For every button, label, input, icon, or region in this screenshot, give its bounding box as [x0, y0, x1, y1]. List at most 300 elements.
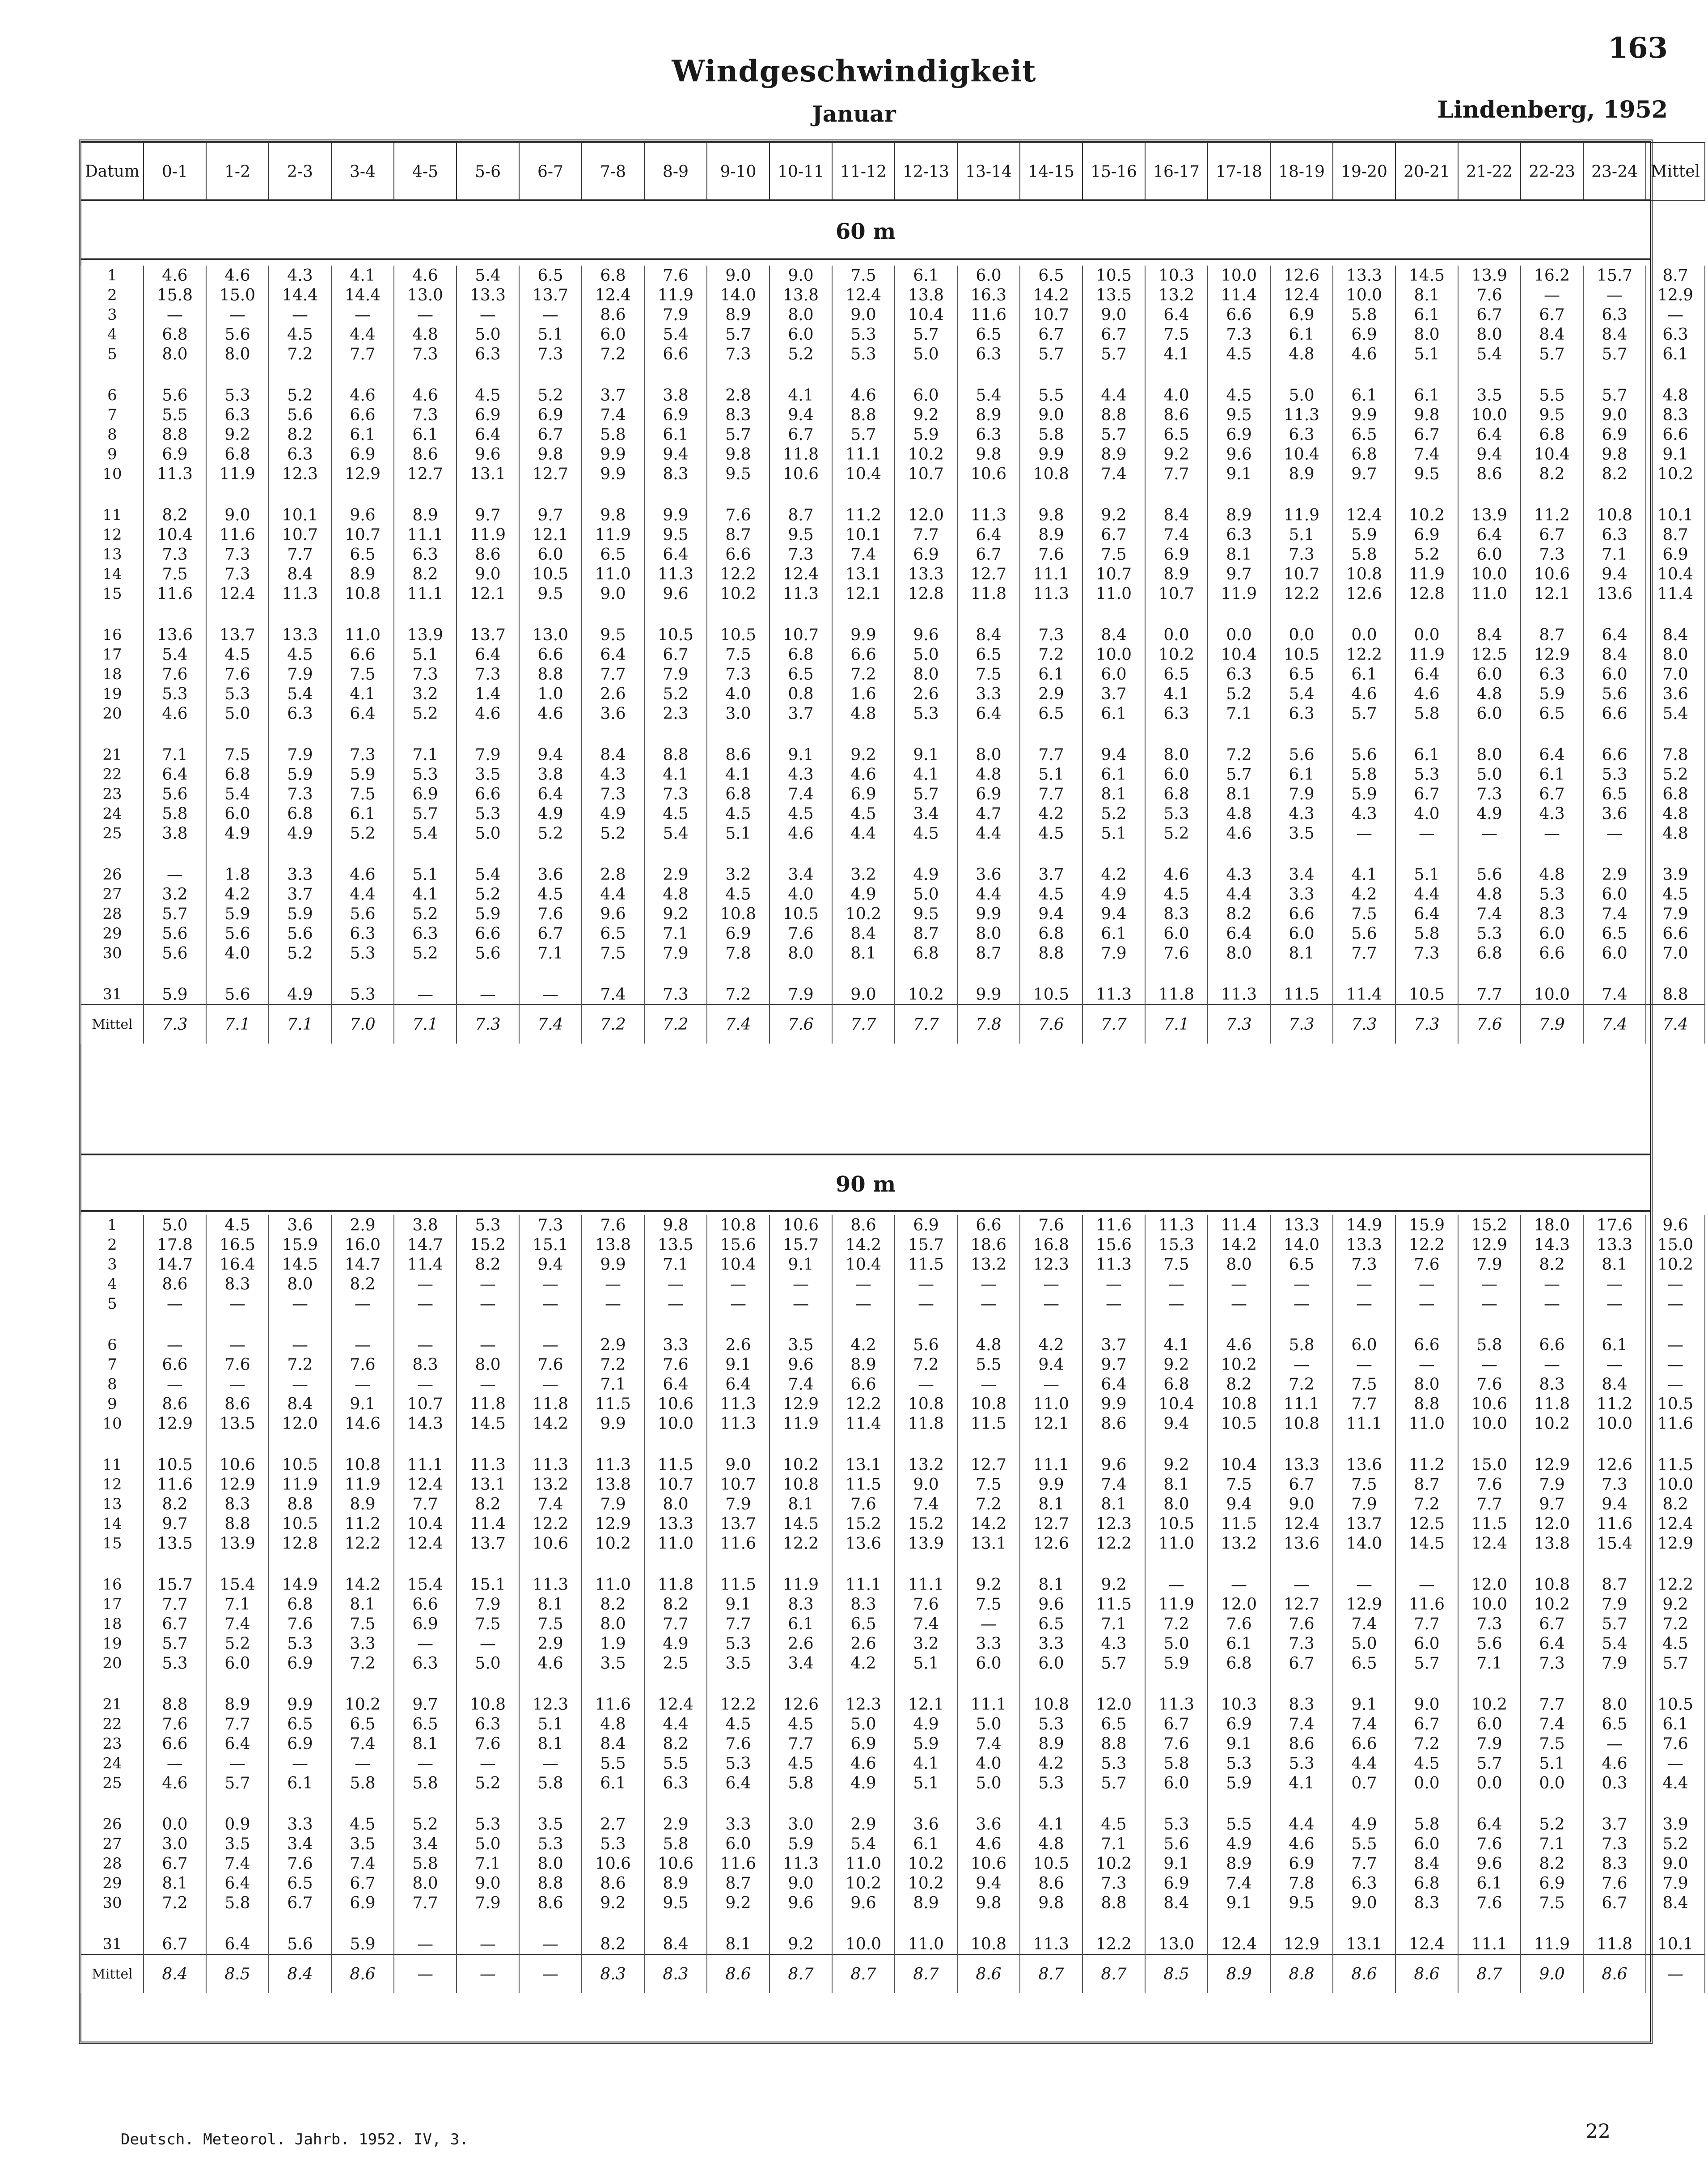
value-cell: 11.3	[1145, 1695, 1208, 1714]
value-cell: —	[457, 1954, 519, 1993]
value-cell: 14.5	[1395, 266, 1458, 285]
value-cell: 9.5	[1208, 405, 1270, 425]
value-cell: 4.0	[206, 943, 269, 963]
spacer-cell	[457, 484, 519, 505]
spacer-cell	[81, 963, 144, 985]
value-cell: 0.9	[206, 1814, 269, 1834]
value-cell: 7.2	[1208, 745, 1270, 765]
row-spacer	[81, 723, 1705, 745]
row-spacer	[81, 484, 1705, 505]
value-cell: 12.3	[269, 464, 331, 484]
value-cell: 7.2	[582, 1005, 644, 1044]
date-cell: 19	[81, 684, 144, 704]
value-cell: 3.7	[1583, 1814, 1646, 1834]
column-header-hour: 18-19	[1270, 143, 1333, 201]
value-cell: 6.5	[1270, 1255, 1333, 1274]
spacer-cell	[1458, 1553, 1521, 1575]
table-90m	[80, 1215, 1705, 1993]
table-row	[81, 1594, 1705, 1614]
value-cell: —	[394, 305, 457, 325]
spacer-cell	[81, 843, 144, 865]
spacer-cell	[707, 1553, 769, 1575]
value-cell: 4.9	[1208, 1834, 1270, 1854]
spacer-cell	[1145, 1793, 1208, 1814]
value-cell: 4.4	[1208, 884, 1270, 904]
value-cell: 6.3	[1208, 525, 1270, 545]
value-cell: 5.0	[895, 884, 957, 904]
value-cell: 9.2	[1145, 1455, 1208, 1475]
value-cell: 13.7	[206, 625, 269, 645]
value-cell: 6.6	[144, 1355, 206, 1374]
value-cell: 5.7	[707, 425, 769, 444]
spacer-cell	[895, 364, 957, 385]
date-cell: 16	[81, 1575, 144, 1594]
spacer-cell	[519, 1553, 582, 1575]
daily-mean-cell: 6.3	[1646, 325, 1705, 344]
date-cell: 23	[81, 1734, 144, 1754]
value-cell: 6.4	[1521, 1634, 1583, 1653]
spacer-cell	[269, 484, 331, 505]
value-cell: 7.4	[769, 1374, 832, 1394]
value-cell: —	[895, 1374, 957, 1394]
spacer-cell	[1521, 1673, 1583, 1695]
spacer-cell	[769, 1673, 832, 1695]
value-cell: 6.4	[582, 645, 644, 664]
spacer-cell	[957, 604, 1020, 625]
value-cell: 6.7	[1458, 305, 1521, 325]
value-cell: 10.7	[1270, 564, 1333, 584]
value-cell: 9.1	[895, 745, 957, 765]
value-cell: 13.8	[769, 285, 832, 305]
spacer-cell	[394, 1793, 457, 1814]
value-cell: 13.0	[1145, 1934, 1208, 1954]
spacer-cell	[1270, 843, 1333, 865]
value-cell: 7.1	[519, 943, 582, 963]
value-cell: 5.6	[206, 985, 269, 1005]
value-cell: 8.3	[832, 1594, 895, 1614]
spacer-cell	[1395, 1433, 1458, 1455]
value-cell: 7.6	[1458, 1374, 1521, 1394]
value-cell: 8.1	[1208, 784, 1270, 804]
value-cell: 4.5	[1145, 884, 1208, 904]
value-cell: 12.9	[144, 1414, 206, 1433]
value-cell: 12.8	[1395, 584, 1458, 604]
spacer-cell	[331, 484, 394, 505]
value-cell: 11.2	[832, 505, 895, 525]
value-cell: 7.3	[1333, 1005, 1395, 1044]
spacer-cell	[707, 604, 769, 625]
value-cell: 5.0	[1458, 765, 1521, 784]
value-cell: 8.3	[707, 405, 769, 425]
value-cell: 8.6	[1270, 1734, 1333, 1754]
value-cell: 7.4	[206, 1854, 269, 1873]
value-cell: 8.9	[206, 1695, 269, 1714]
date-cell: 21	[81, 745, 144, 765]
value-cell: 12.9	[769, 1394, 832, 1414]
value-cell: —	[457, 1274, 519, 1294]
value-cell: 8.3	[1395, 1893, 1458, 1913]
value-cell: 14.7	[144, 1255, 206, 1274]
value-cell: 6.1	[1583, 1335, 1646, 1355]
value-cell: 2.6	[895, 684, 957, 704]
column-header-hour: 19-20	[1333, 143, 1395, 201]
value-cell: 7.9	[457, 745, 519, 765]
value-cell: 6.0	[1020, 1653, 1082, 1673]
value-cell: 10.6	[644, 1854, 707, 1873]
date-cell: 23	[81, 784, 144, 804]
value-cell: —	[144, 305, 206, 325]
spacer-cell	[1270, 1673, 1333, 1695]
spacer-cell	[769, 963, 832, 985]
value-cell: —	[1458, 1294, 1521, 1314]
date-cell: 15	[81, 1534, 144, 1553]
page-number: 163	[1608, 31, 1668, 65]
spacer-cell	[206, 1314, 269, 1335]
value-cell: 7.6	[1395, 1255, 1458, 1274]
value-cell: 5.9	[206, 904, 269, 924]
spacer-cell	[394, 1314, 457, 1335]
spacer-cell	[1020, 1553, 1082, 1575]
value-cell: 6.1	[1270, 325, 1333, 344]
spacer-cell	[1395, 1913, 1458, 1934]
daily-mean-cell: 10.0	[1646, 1475, 1705, 1494]
value-cell: 11.8	[1583, 1934, 1646, 1954]
value-cell: 6.3	[1583, 305, 1646, 325]
value-cell: 8.1	[394, 1734, 457, 1754]
value-cell: 3.2	[707, 865, 769, 884]
spacer-cell	[519, 364, 582, 385]
daily-mean-cell: —	[1646, 1335, 1705, 1355]
value-cell: 11.1	[895, 1575, 957, 1594]
value-cell: 14.2	[331, 1575, 394, 1594]
value-cell: 5.3	[1145, 804, 1208, 824]
spacer-cell	[144, 1673, 206, 1695]
value-cell: 3.0	[769, 1814, 832, 1834]
value-cell: 4.5	[707, 884, 769, 904]
spacer-cell	[769, 843, 832, 865]
spacer-cell	[269, 1314, 331, 1335]
value-cell: 6.1	[1333, 385, 1395, 405]
value-cell: 9.6	[769, 1893, 832, 1913]
value-cell: 0.8	[769, 684, 832, 704]
value-cell: 7.5	[1333, 1475, 1395, 1494]
value-cell: 15.2	[457, 1235, 519, 1255]
value-cell: 13.3	[269, 625, 331, 645]
value-cell: 4.6	[206, 266, 269, 285]
spacer-cell	[1082, 843, 1145, 865]
spacer-cell	[1082, 1314, 1145, 1335]
spacer-cell	[957, 364, 1020, 385]
spacer-cell	[769, 1433, 832, 1455]
value-cell: 4.6	[832, 385, 895, 405]
value-cell: 4.5	[832, 804, 895, 824]
value-cell: 11.2	[1583, 1394, 1646, 1414]
spacer-cell	[1521, 1793, 1583, 1814]
value-cell: 6.9	[1145, 1873, 1208, 1893]
value-cell: 8.0	[1458, 325, 1521, 344]
value-cell: 5.6	[1583, 684, 1646, 704]
value-cell: 14.2	[1208, 1235, 1270, 1255]
spacer-cell	[331, 963, 394, 985]
value-cell: 9.4	[1583, 564, 1646, 584]
value-cell: 6.1	[1270, 765, 1333, 784]
value-cell: 9.2	[1145, 444, 1208, 464]
value-cell: 7.7	[1395, 1614, 1458, 1634]
value-cell: 12.5	[1458, 645, 1521, 664]
daily-mean-cell: 8.4	[1646, 625, 1705, 645]
spacer-cell	[1082, 364, 1145, 385]
value-cell: 12.9	[582, 1514, 644, 1534]
value-cell: 3.2	[895, 1634, 957, 1653]
value-cell: 9.6	[769, 1355, 832, 1374]
spacer-cell	[269, 1433, 331, 1455]
spacer-cell	[457, 1553, 519, 1575]
value-cell: 7.4	[582, 405, 644, 425]
value-cell: 10.2	[895, 1854, 957, 1873]
spacer-cell	[1646, 364, 1705, 385]
value-cell: 13.3	[457, 285, 519, 305]
value-cell: 4.4	[331, 325, 394, 344]
spacer-cell	[1583, 604, 1646, 625]
column-header-table	[80, 142, 1705, 201]
date-cell: 18	[81, 664, 144, 684]
value-cell: 9.6	[331, 505, 394, 525]
row-spacer	[81, 1314, 1705, 1335]
value-cell: 16.4	[206, 1255, 269, 1274]
value-cell: 4.8	[1208, 804, 1270, 824]
spacer-cell	[1208, 1913, 1270, 1934]
value-cell: 5.1	[1270, 525, 1333, 545]
value-cell: 5.7	[1333, 704, 1395, 723]
daily-mean-cell: 4.8	[1646, 824, 1705, 843]
value-cell: 5.8	[1395, 924, 1458, 943]
value-cell: —	[1458, 824, 1521, 843]
value-cell: 10.5	[144, 1455, 206, 1475]
value-cell: 7.3	[707, 344, 769, 364]
spacer-cell	[957, 843, 1020, 865]
value-cell: —	[1145, 1274, 1208, 1294]
value-cell: 4.7	[957, 804, 1020, 824]
value-cell: 7.6	[707, 505, 769, 525]
value-cell: 7.9	[1458, 1734, 1521, 1754]
value-cell: 11.9	[1145, 1594, 1208, 1614]
table-row	[81, 584, 1705, 604]
value-cell: —	[582, 1274, 644, 1294]
value-cell: 6.3	[1583, 525, 1646, 545]
value-cell: 10.7	[331, 525, 394, 545]
value-cell: 6.9	[1208, 1714, 1270, 1734]
spacer-cell	[394, 963, 457, 985]
value-cell: 5.2	[1208, 684, 1270, 704]
value-cell: 7.9	[269, 745, 331, 765]
station-label: Lindenberg, 1952	[1437, 96, 1668, 123]
column-header-hour: 9-10	[707, 143, 769, 201]
table-row	[81, 1734, 1705, 1754]
value-cell: 8.8	[1020, 943, 1082, 963]
value-cell: —	[144, 1754, 206, 1773]
value-cell: 4.6	[832, 765, 895, 784]
value-cell: 15.4	[206, 1575, 269, 1594]
value-cell: 11.1	[394, 525, 457, 545]
value-cell: 12.6	[769, 1695, 832, 1714]
value-cell: 6.5	[1583, 1714, 1646, 1734]
value-cell: 9.0	[1270, 1494, 1333, 1514]
value-cell: —	[1082, 1294, 1145, 1314]
spacer-cell	[1020, 963, 1082, 985]
date-cell: 22	[81, 1714, 144, 1734]
value-cell: —	[206, 1335, 269, 1355]
date-cell: 7	[81, 1355, 144, 1374]
daily-mean-cell: 3.9	[1646, 865, 1705, 884]
value-cell: 9.4	[1082, 904, 1145, 924]
value-cell: 13.8	[1521, 1534, 1583, 1553]
value-cell: —	[519, 1274, 582, 1294]
value-cell: 11.3	[269, 584, 331, 604]
value-cell: 2.8	[707, 385, 769, 405]
table-row	[81, 425, 1705, 444]
value-cell: 9.7	[394, 1695, 457, 1714]
value-cell: 11.0	[644, 1534, 707, 1553]
value-cell: 4.6	[457, 704, 519, 723]
value-cell: 8.8	[1082, 405, 1145, 425]
value-cell: —	[769, 1274, 832, 1294]
value-cell: 12.6	[1333, 584, 1395, 604]
table-row	[81, 865, 1705, 884]
daily-mean-cell: —	[1646, 1754, 1705, 1773]
value-cell: 15.7	[1583, 266, 1646, 285]
value-cell: 7.7	[331, 344, 394, 364]
column-header-hour: 8-9	[644, 143, 707, 201]
value-cell: 4.4	[957, 884, 1020, 904]
value-cell: 5.7	[144, 1634, 206, 1653]
value-cell: 8.0	[1583, 1695, 1646, 1714]
value-cell: —	[206, 1374, 269, 1394]
value-cell: 6.3	[1333, 1873, 1395, 1893]
value-cell: 9.8	[1020, 505, 1082, 525]
value-cell: 6.0	[1145, 765, 1208, 784]
value-cell: 5.0	[457, 824, 519, 843]
value-cell: 8.5	[1145, 1954, 1208, 1993]
value-cell: 7.7	[1333, 1854, 1395, 1873]
value-cell: 7.1	[1208, 704, 1270, 723]
value-cell: 5.7	[1020, 344, 1082, 364]
value-cell: 7.1	[1458, 1653, 1521, 1673]
value-cell: 7.7	[1082, 1005, 1145, 1044]
date-cell: 1	[81, 266, 144, 285]
date-cell: 31	[81, 1934, 144, 1954]
value-cell: 11.1	[1333, 1414, 1395, 1433]
value-cell: —	[1458, 1355, 1521, 1374]
value-cell: 5.2	[269, 385, 331, 405]
value-cell: 7.4	[1333, 1714, 1395, 1734]
spacer-cell	[957, 1314, 1020, 1335]
value-cell: 5.8	[1333, 305, 1395, 325]
value-cell: 6.6	[957, 1215, 1020, 1235]
value-cell: 5.6	[144, 784, 206, 804]
spacer-cell	[519, 1913, 582, 1934]
spacer-cell	[1082, 484, 1145, 505]
spacer-cell	[707, 1314, 769, 1335]
date-cell: 11	[81, 1455, 144, 1475]
value-cell: 5.6	[144, 385, 206, 405]
value-cell: —	[707, 1294, 769, 1314]
value-cell: 5.2	[457, 1773, 519, 1793]
value-cell: 7.6	[832, 1494, 895, 1514]
column-header-hour: 3-4	[331, 143, 394, 201]
value-cell: 8.9	[1020, 1734, 1082, 1754]
value-cell: 9.9	[957, 985, 1020, 1005]
value-cell: 11.0	[1082, 584, 1145, 604]
value-cell: 6.4	[1458, 525, 1521, 545]
value-cell: 8.4	[644, 1934, 707, 1954]
value-cell: 11.2	[331, 1514, 394, 1534]
value-cell: 7.9	[707, 1494, 769, 1514]
table-row	[81, 1934, 1705, 1954]
daily-mean-cell: 9.0	[1646, 1854, 1705, 1873]
value-cell: 8.0	[1395, 1374, 1458, 1394]
value-cell: 11.9	[1270, 505, 1333, 525]
value-cell: 4.8	[582, 1714, 644, 1734]
date-cell: 29	[81, 924, 144, 943]
table-row	[81, 1374, 1705, 1394]
value-cell: 15.1	[457, 1575, 519, 1594]
spacer-cell	[1521, 723, 1583, 745]
value-cell: 5.3	[394, 765, 457, 784]
value-cell: 7.4	[832, 545, 895, 564]
date-cell: 14	[81, 1514, 144, 1534]
date-cell: 29	[81, 1873, 144, 1893]
spacer-cell	[269, 1913, 331, 1934]
value-cell: 15.4	[394, 1575, 457, 1594]
spacer-cell	[769, 604, 832, 625]
value-cell: —	[394, 1934, 457, 1954]
value-cell: 15.6	[1082, 1235, 1145, 1255]
value-cell: 12.5	[1395, 1514, 1458, 1534]
spacer-cell	[457, 604, 519, 625]
value-cell: 7.3	[707, 664, 769, 684]
value-cell: 6.8	[582, 266, 644, 285]
value-cell: 8.1	[1270, 943, 1333, 963]
spacer-cell	[1646, 1553, 1705, 1575]
value-cell: 7.5	[519, 1614, 582, 1634]
value-cell: 5.7	[895, 325, 957, 344]
value-cell: 11.0	[1145, 1534, 1208, 1553]
value-cell: 7.5	[331, 1614, 394, 1634]
date-cell: 28	[81, 1854, 144, 1873]
value-cell: 4.2	[1020, 804, 1082, 824]
value-cell: 8.6	[519, 1893, 582, 1913]
spacer-cell	[1395, 484, 1458, 505]
value-cell: 10.8	[1270, 1414, 1333, 1433]
value-cell: 2.9	[832, 1814, 895, 1834]
value-cell: 4.4	[1270, 1814, 1333, 1834]
value-cell: 7.6	[457, 1734, 519, 1754]
table-row	[81, 704, 1705, 723]
value-cell: —	[1583, 824, 1646, 843]
value-cell: 6.1	[1082, 765, 1145, 784]
value-cell: 5.2	[1145, 824, 1208, 843]
value-cell: 2.8	[582, 865, 644, 884]
value-cell: 4.6	[1270, 1834, 1333, 1854]
date-cell: 8	[81, 425, 144, 444]
value-cell: 8.2	[457, 1494, 519, 1514]
mean-label: Mittel	[81, 1005, 144, 1044]
value-cell: 3.7	[1082, 684, 1145, 704]
value-cell: —	[206, 1294, 269, 1314]
value-cell: —	[269, 1754, 331, 1773]
value-cell: 9.1	[707, 1355, 769, 1374]
value-cell: 5.0	[144, 1215, 206, 1235]
